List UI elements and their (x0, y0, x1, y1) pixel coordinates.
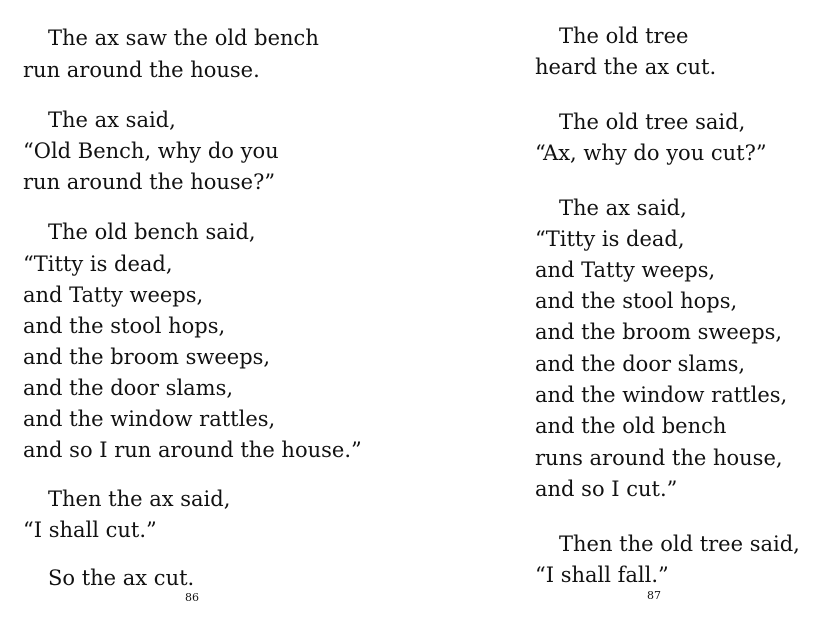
text-line: and so I run around the house.” (23, 438, 362, 462)
text-line: and the stool hops, (535, 289, 738, 313)
text-line: and so I cut.” (535, 477, 678, 501)
text-line: “I shall fall.” (535, 563, 669, 587)
text-line: and the broom sweeps, (23, 345, 271, 369)
text-line: “Titty is dead, (23, 252, 173, 276)
text-line: The ax said, (48, 108, 176, 132)
text-line: Then the old tree said, (559, 532, 800, 556)
text-line: and the window rattles, (23, 407, 276, 431)
text-line: runs around the house, (535, 446, 783, 470)
text-line: and the window rattles, (535, 383, 788, 407)
text-line: and the stool hops, (23, 314, 226, 338)
page-number: 87 (647, 589, 661, 602)
text-line: The old bench said, (48, 220, 256, 244)
text-line: and the old bench (535, 414, 727, 438)
text-line: “I shall cut.” (23, 518, 157, 542)
text-line: The old tree said, (559, 110, 746, 134)
text-line: “Old Bench, why do you (23, 139, 279, 163)
page-number: 86 (185, 591, 199, 604)
text-line: and Tatty weeps, (535, 258, 716, 282)
text-line: “Ax, why do you cut?” (535, 141, 767, 165)
text-line: Then the ax said, (48, 487, 231, 511)
text-line: and the door slams, (535, 352, 746, 376)
text-line: run around the house?” (23, 170, 276, 194)
text-line: and the door slams, (23, 376, 234, 400)
text-line: The ax saw the old bench (48, 26, 319, 50)
text-line: “Titty is dead, (535, 227, 685, 251)
text-line: and the broom sweeps, (535, 320, 783, 344)
text-line: The old tree (559, 24, 689, 48)
text-line: and Tatty weeps, (23, 283, 204, 307)
text-line: The ax said, (559, 196, 687, 220)
right-page (412, 0, 824, 619)
text-line: So the ax cut. (48, 566, 195, 590)
text-line: run around the house. (23, 58, 260, 82)
text-line: heard the ax cut. (535, 55, 717, 79)
